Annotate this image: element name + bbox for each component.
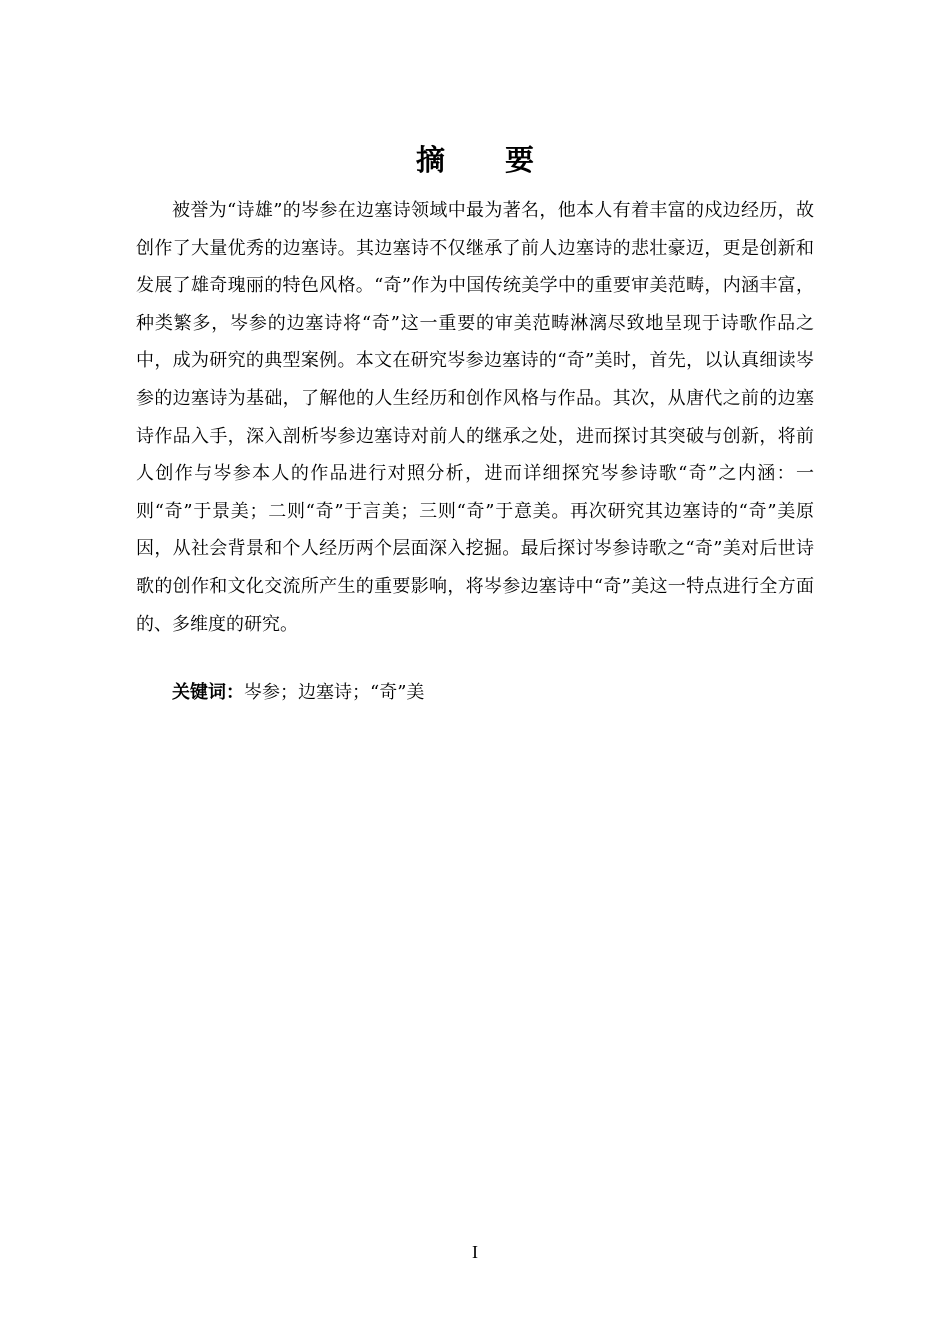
title-char-1: 摘 <box>415 143 445 177</box>
abstract-paragraph: 被誉为“诗雄”的岑参在边塞诗领域中最为著名，他本人有着丰富的戍边经历，故创作了大量优秀的边塞诗。其边塞诗不仅继承了前人边塞诗的悲壮豪迈，更是创新和发展了雄奇瑰丽的特色风格。“奇”作为中国传统美学中的重要审美范畴，内涵丰富，种类繁多，岑参的边塞诗将“奇”这一重要的审美范畴淋漓尽致地呈现于诗歌作品之中，成为研究的典型案例。本文在研究岑参边塞诗的“奇”美时，首先，以认真细读岑参的边塞诗为基础，了解他的人生经历和创作风格与作品。其次，从唐代之前的边塞诗作品入手，深入剖析岑参边塞诗对前人的继承之处，进而探讨其突破与创新，将前人创作与岑参本人的作品进行对照分析，进而详细探究岑参诗歌“奇”之内涵：一则“奇”于景美；二则“奇”于言美；三则“奇”于意美。再次研究其边塞诗的“奇”美原因，从社会背景和个人经历两个层面深入挖掘。最后探讨岑参诗歌之“奇”美对后世诗歌的创作和文化交流所产生的重要影响，将岑参边塞诗中“奇”美这一特点进行全方面的、多维度的研究。 <box>136 200 814 635</box>
title-char-2: 要 <box>505 143 535 177</box>
keywords-label: 关键词： <box>172 682 244 703</box>
keywords-items: 岑参；边塞诗；“奇”美 <box>244 682 425 703</box>
page-title <box>0 140 950 180</box>
abstract-body <box>136 192 814 643</box>
keywords-line <box>136 674 814 712</box>
page-number: I <box>472 1242 478 1262</box>
